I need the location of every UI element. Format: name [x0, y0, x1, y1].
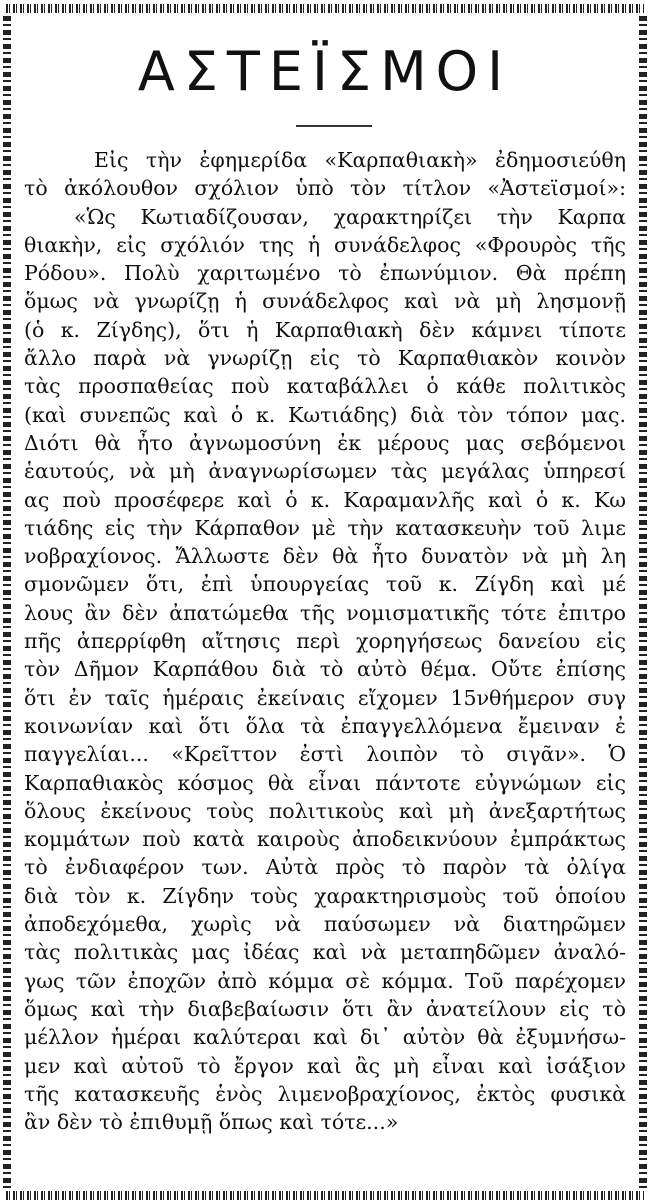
title-underline: [296, 125, 372, 127]
text-line: νοβραχίονος. Ἄλλωστε δὲν θὰ ἦτο δυνατὸν νὰ μὴ λη: [24, 544, 626, 569]
text-line: θιακὴν, εἰς σχόλιόν της ἡ συνάδελφος «Φρουρὸς τῆς: [24, 232, 626, 257]
text-line: Διότι θὰ ἦτο ἀγνωμοσύνη ἐκ μέρους μας σεβόμενοι: [24, 430, 626, 455]
text-line: τὰς προσπαθείας ποὺ καταβάλλει ὁ κάθε πολιτικὸς: [24, 374, 626, 399]
text-line: λους ἂν δὲν ἀπατώμεθα τῆς νομισματικῆς τότε ἐπιτρο: [24, 600, 626, 625]
text-line: ὅτι ἐν ταῖς ἡμέραις ἐκείναις εἴχομεν 15νθήμερον συγ: [24, 685, 626, 710]
text-line: παγγελίαι... «Κρεῖττον ἐστὶ λοιπὸν τὸ σιγᾶν». Ὁ: [24, 742, 626, 767]
text-line: ἀποδεχόμεθα, χωρὶς νὰ παύσωμεν νὰ διατηρῶμεν: [24, 912, 626, 937]
text-line: μεν καὶ αὐτοῦ τὸ ἔργον καὶ ἂς μὴ εἶναι καὶ ἰσάξιον: [24, 1053, 626, 1078]
text-line: τιάδης εἰς τὴν Κάρπαθον μὲ τὴν κατασκευὴν τοῦ λιμε: [24, 515, 626, 540]
text-line: ὅμως νὰ γνωρίζῃ ἡ συνάδελφος καὶ νὰ μὴ λησμονῇ: [24, 289, 626, 314]
article-body: [24, 146, 626, 1136]
decorative-border-top: [6, 4, 644, 13]
text-line: διὰ τὸν κ. Ζίγδην τοὺς χαρακτηρισμοὺς τοῦ ὁποίου: [24, 883, 626, 908]
text-line: κοινωνίαν καὶ ὅτι ὅλα τὰ ἐπαγγελλόμενα ἔμειναν ἐ: [24, 713, 626, 738]
text-line: τὸ ἀκόλουθον σχόλιον ὑπὸ τὸν τίτλον «Ἀστεϊσμοί»:: [24, 176, 626, 201]
text-line: ἑαυτούς, νὰ μὴ ἀναγνωρίσωμεν τὰς μεγάλας ὑπηρεσί: [24, 459, 626, 484]
text-line: σμονῶμεν ὅτι, ἐπὶ ὑπουργείας τοῦ κ. Ζίγδη καὶ μέ: [24, 572, 626, 597]
text-line: τὰς πολιτικὰς μας ἰδέας καὶ νὰ μεταπηδῶμεν ἀναλό-: [24, 940, 626, 965]
text-line: ἂν δὲν τὸ ἐπιθυμῇ ὅπως καὶ τότε...»: [24, 1110, 399, 1135]
text-line: Εἰς τὴν ἐφημερίδα «Καρπαθιακὴ» ἐδημοσιεύθη: [94, 148, 626, 172]
text-line: κομμάτων ποὺ κατὰ καιροὺς ἀποδεικνύουν ἐμπράκτως: [24, 827, 626, 852]
text-line: τὸ ἐνδιαφέρον των. Αὐτὰ πρὸς τὸ παρὸν τὰ ὀλίγα: [24, 855, 626, 880]
text-line: ἄλλο παρὰ νὰ γνωρίζῃ εἰς τὸ Καρπαθιακὸν κοινὸν: [24, 346, 626, 371]
text-line: ὅλους ἐκείνους τοὺς πολιτικοὺς καὶ μὴ ἀνεξαρτήτως: [24, 798, 626, 823]
article-title: ΑΣΤΕΪΣΜΟΙ: [137, 40, 513, 103]
decorative-border-right: [639, 16, 647, 1188]
text-line: τῆς κατασκευῆς ἑνὸς λιμενοβραχίονος, ἐκτὸς φυσικὰ: [24, 1081, 626, 1106]
text-line: (καὶ συνεπῶς καὶ ὁ κ. Κωτιάδης) διὰ τὸν τόπον μας.: [24, 402, 626, 427]
text-line: «Ὡς Κωτιαδίζουσαν, χαρακτηρίζει τὴν Καρπα: [74, 204, 626, 229]
text-line: ὅμως καὶ τὴν διαβεβαίωσιν ὅτι ἂν ἀνατείλουν εἰς τὸ: [24, 996, 626, 1021]
text-line: γως τῶν ἐποχῶν ἀπὸ κόμμα σὲ κόμμα. Τοῦ παρέχομεν: [24, 968, 626, 993]
text-line: μέλλον ἡμέραι καλύτεραι καὶ δι᾽ αὐτὸν θὰ ἐξυμνήσω-: [24, 1025, 626, 1050]
decorative-border-bottom: [6, 1191, 644, 1200]
text-line: τὸν Δῆμον Καρπάθου διὰ τὸ αὐτὸ θέμα. Οὔτε ἐπίσης: [24, 657, 626, 682]
decorative-border-left: [3, 16, 11, 1188]
text-line: πῆς ἀπερρίφθη αἴτησις περὶ χορηγήσεως δανείου εἰς: [24, 629, 626, 654]
text-line: (ὁ κ. Ζίγδης), ὅτι ἡ Καρπαθιακὴ δὲν κάμνει τίποτε: [24, 317, 626, 342]
text-line: Ρόδου». Πολὺ χαριτωμένο τὸ ἐπωνύμιον. Θὰ πρέπη: [24, 261, 626, 286]
text-line: Καρπαθιακὸς κόσμος θὰ εἶναι πάντοτε εὐγνώμων εἰς: [24, 770, 626, 795]
text-line: ας ποὺ προσέφερε καὶ ὁ κ. Καραμανλῆς καὶ ὁ κ. Κω: [24, 487, 626, 512]
